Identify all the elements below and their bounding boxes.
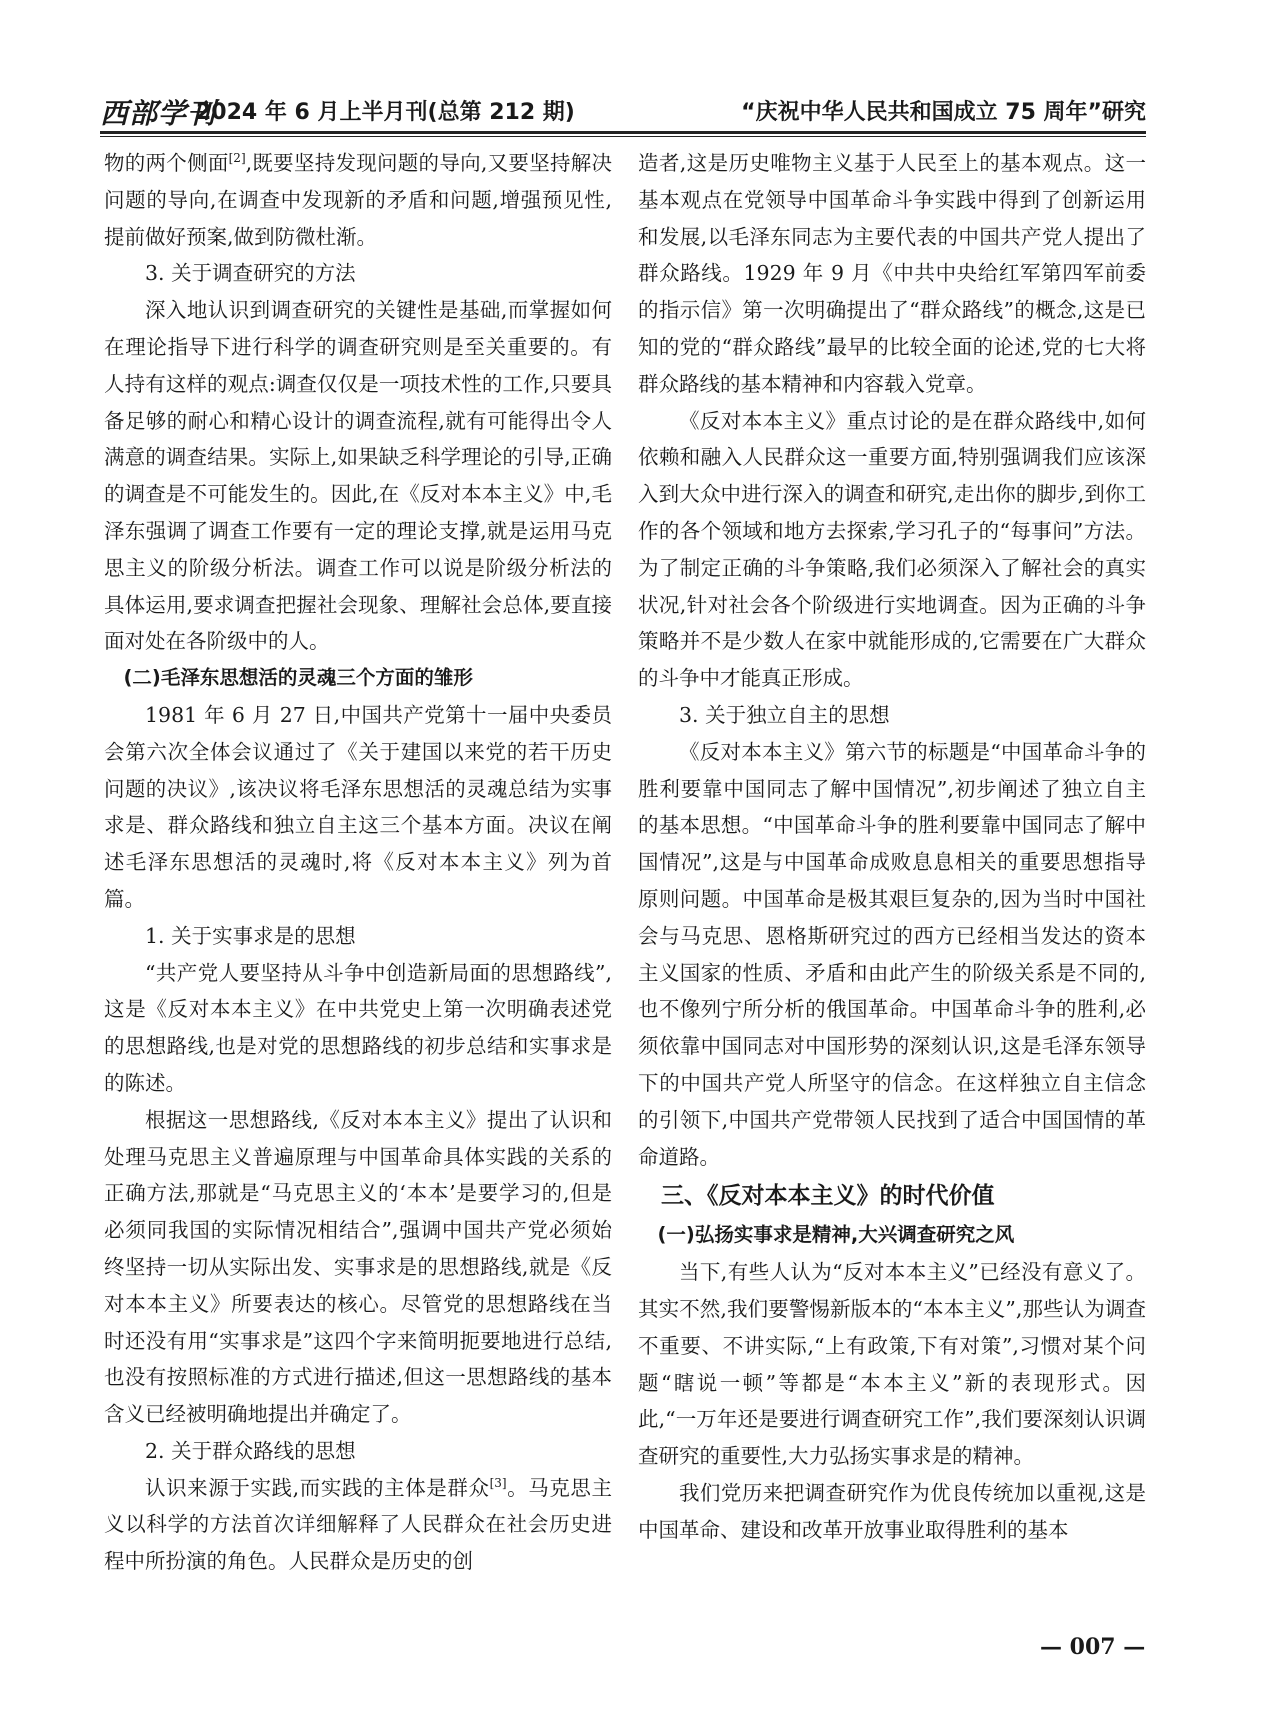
subsection-heading: 2. 关于群众路线的思想 <box>145 1438 356 1463</box>
paragraph: 我们党历来把调查研究作为优良传统加以重视,这是中国革命、建设和改革开放事业取得胜利的基本 <box>638 1480 1146 1542</box>
subsection-heading: 1. 关于实事求是的思想 <box>145 923 356 948</box>
paragraph: 1981 年 6 月 27 日,中国共产党第十一届中央委员会第六次全体会议通过了《关于建国以来党的若干历史问题的决议》,该决议将毛泽东思想活的灵魂总结为实事求是、群众路线和独立自主这三个基本方面。决议在阐述毛泽东思想活的灵魂时,将《反对本本主义》列为首篇。 <box>104 702 612 911</box>
paragraph: 造者,这是历史唯物主义基于人民至上的基本观点。这一基本观点在党领导中国革命斗争实践中得到了创新运用和发展,以毛泽东同志为主要代表的中国共产党人提出了群众路线。1929 年 9 月《中共中央给红军第四军前委的指示信》第一次明确提出了“群众路线”的概念,这是已知的党的“群众路线”最早的比较全面的论述,党的七大将群众路线的基本精神和内容载入党章。 <box>638 151 1146 396</box>
chapter-heading: 三、《反对本本主义》的时代价值 <box>661 1183 995 1210</box>
column-topic: “庆祝中华人民共和国成立 75 周年”研究 <box>741 100 1146 125</box>
paragraph: 根据这一思想路线,《反对本本主义》提出了认识和处理马克思主义普遍原理与中国革命具体实践的关系的正确方法,那就是“马克思主义的‘本本’是要学习的,但是必须同我国的实际情况相结合”,强调中国共产党必须始终坚持一切从实际出发、实事求是的思想路线,就是《反对本本主义》所要表达的核心。尽管党的思想路线在当时还没有用“实事求是”这四个字来简明扼要地进行总结,也没有按照标准的方式进行描述,但这一思想路线的基本含义已经被明确地提出并确定了。 <box>104 1107 612 1427</box>
paragraph: 当下,有些人认为“反对本本主义”已经没有意义了。其实不然,我们要警惕新版本的“本本主义”,那些认为调查不重要、不讲实际,“上有政策,下有对策”,习惯对某个问题“瞎说一顿”等都是“本本主义”新的表现形式。因此,“一万年还是要进行调查研究工作”,我们要深刻认识调查研究的重要性,大力弘扬实事求是的精神。 <box>638 1260 1146 1469</box>
subsection-heading: 3. 关于调查研究的方法 <box>145 261 356 286</box>
paragraph: 《反对本本主义》第六节的标题是“中国革命斗争的胜利要靠中国同志了解中国情况”,初步阐述了独立自主的基本思想。“中国革命斗争的胜利要靠中国同志了解中国情况”,这是与中国革命成败息息相关的重要思想指导原则问题。中国革命是极其艰巨复杂的,因为当时中国社会与马克思、恩格斯研究过的西方已经相当发达的资本主义国家的性质、矛盾和由此产生的阶级关系是不同的,也不像列宁所分析的俄国革命。中国革命斗争的胜利,必须依靠中国同志对中国形势的深刻认识,这是毛泽东领导下的中国共产党人所坚守的信念。在这样独立自主信念的引领下,中国共产党带领人民找到了适合中国国情的革命道路。 <box>638 739 1146 1169</box>
running-header <box>100 92 1146 128</box>
left-column <box>104 145 612 1615</box>
issue-info: 2024 年 6 月上半月刊(总第 212 期) <box>196 100 575 125</box>
citation-ref: [2] <box>228 151 246 165</box>
paragraph: 认识来源于实践,而实践的主体是群众[3]。马克思主义以科学的方法首次详细解释了人民群众在社会历史进程中所扮演的角色。人民群众是历史的创 <box>104 1475 612 1574</box>
journal-name: 西部学刊 <box>100 97 217 130</box>
citation-ref: [3] <box>489 1475 507 1490</box>
paragraph: 物的两个侧面[2],既要坚持发现问题的导向,又要坚持解决问题的导向,在调查中发现新的矛盾和问题,增强预见性,提前做好预案,做到防微杜渐。 <box>104 151 612 249</box>
section-heading: (二)毛泽东思想活的灵魂三个方面的雏形 <box>123 666 473 690</box>
section-heading: (一)弘扬实事求是精神,大兴调查研究之风 <box>657 1223 1015 1247</box>
page-number: — 007 — <box>1040 1634 1146 1660</box>
subsection-heading: 3. 关于独立自主的思想 <box>679 702 890 727</box>
right-column <box>638 145 1146 1615</box>
paragraph: 《反对本本主义》重点讨论的是在群众路线中,如何依赖和融入人民群众这一重要方面,特别强调我们应该深入到大众中进行深入的调查和研究,走出你的脚步,到你工作的各个领域和地方去探索,学习孔子的“每事问”方法。为了制定正确的斗争策略,我们必须深入了解社会的真实状况,针对社会各个阶级进行实地调查。因为正确的斗争策略并不是少数人在家中就能形成的,它需要在广大群众的斗争中才能真正形成。 <box>638 408 1146 691</box>
header-rule-thin <box>100 136 1146 137</box>
header-rule-thick <box>100 131 1146 134</box>
paragraph: “共产党人要坚持从斗争中创造新局面的思想路线”,这是《反对本本主义》在中共党史上第一次明确表述党的思想路线,也是对党的思想路线的初步总结和实事求是的陈述。 <box>104 960 612 1095</box>
paragraph: 深入地认识到调查研究的关键性是基础,而掌握如何在理论指导下进行科学的调查研究则是至关重要的。有人持有这样的观点:调查仅仅是一项技术性的工作,只要具备足够的耐心和精心设计的调查流程,就有可能得出令人满意的调查结果。实际上,如果缺乏科学理论的引导,正确的调查是不可能发生的。因此,在《反对本本主义》中,毛泽东强调了调查工作要有一定的理论支撑,就是运用马克思主义的阶级分析法。调查工作可以说是阶级分析法的具体运用,要求调查把握社会现象、理解社会总体,要直接面对处在各阶级中的人。 <box>104 298 612 654</box>
